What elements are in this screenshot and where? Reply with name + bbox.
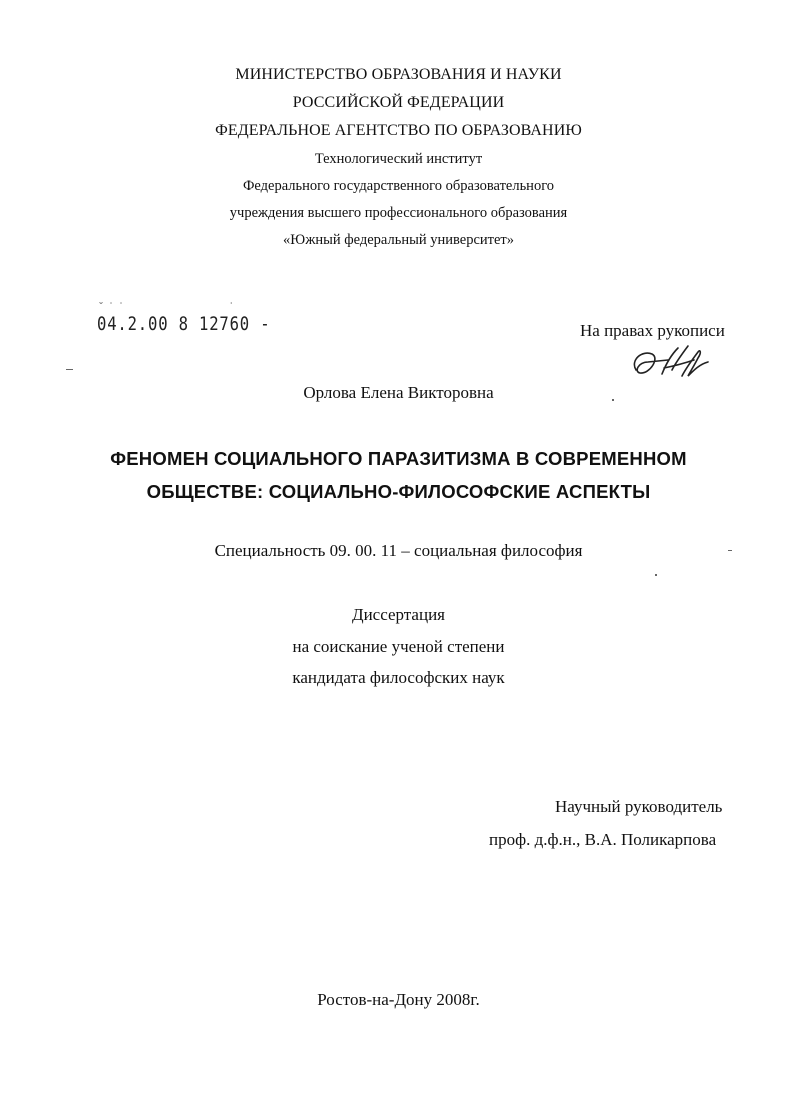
- place-year: Ростов-на-Дону 2008г.: [317, 990, 480, 1009]
- supervisor-name: проф. д.ф.н., В.А. Поликарпова: [489, 830, 717, 849]
- federal-institution-line: Федерального государственного образовательного: [242, 178, 555, 194]
- degree-line-1: Диссертация: [351, 605, 445, 624]
- agency-line: ФЕДЕРАЛЬНОЕ АГЕНТСТВО ПО ОБРАЗОВАНИЮ: [215, 122, 582, 139]
- author-name: Орлова Елена Викторовна: [303, 383, 494, 402]
- signature-icon: [628, 340, 718, 385]
- stamp-marks: ˘˙˙ ˙: [98, 302, 239, 313]
- scan-speck: [655, 574, 657, 576]
- ministry-line: МИНИСТЕРСТВО ОБРАЗОВАНИЯ И НАУКИ: [235, 66, 562, 83]
- scan-speck: [66, 369, 73, 370]
- institute-line: Технологический институт: [314, 151, 483, 167]
- title-line-1: ФЕНОМЕН СОЦИАЛЬНОГО ПАРАЗИТИЗМА В СОВРЕМЕННОМ: [110, 448, 687, 469]
- higher-education-line: учреждения высшего профессионального образования: [229, 205, 568, 221]
- degree-line-3: кандидата философских наук: [292, 668, 505, 687]
- rights-note: На правах рукописи: [580, 321, 725, 340]
- title-line-2: ОБЩЕСТВЕ: СОЦИАЛЬНО-ФИЛОСОФСКИЕ АСПЕКТЫ: [146, 481, 651, 502]
- specialty-line: Специальность 09. 00. 11 – социальная философия: [214, 541, 583, 560]
- federation-line: РОССИЙСКОЙ ФЕДЕРАЦИИ: [292, 94, 505, 111]
- supervisor-label: Научный руководитель: [555, 797, 723, 816]
- university-line: «Южный федеральный университет»: [282, 232, 514, 248]
- degree-line-2: на соискание ученой степени: [292, 637, 505, 656]
- stamp-number: 04.2.00 8 12760 -: [97, 313, 271, 335]
